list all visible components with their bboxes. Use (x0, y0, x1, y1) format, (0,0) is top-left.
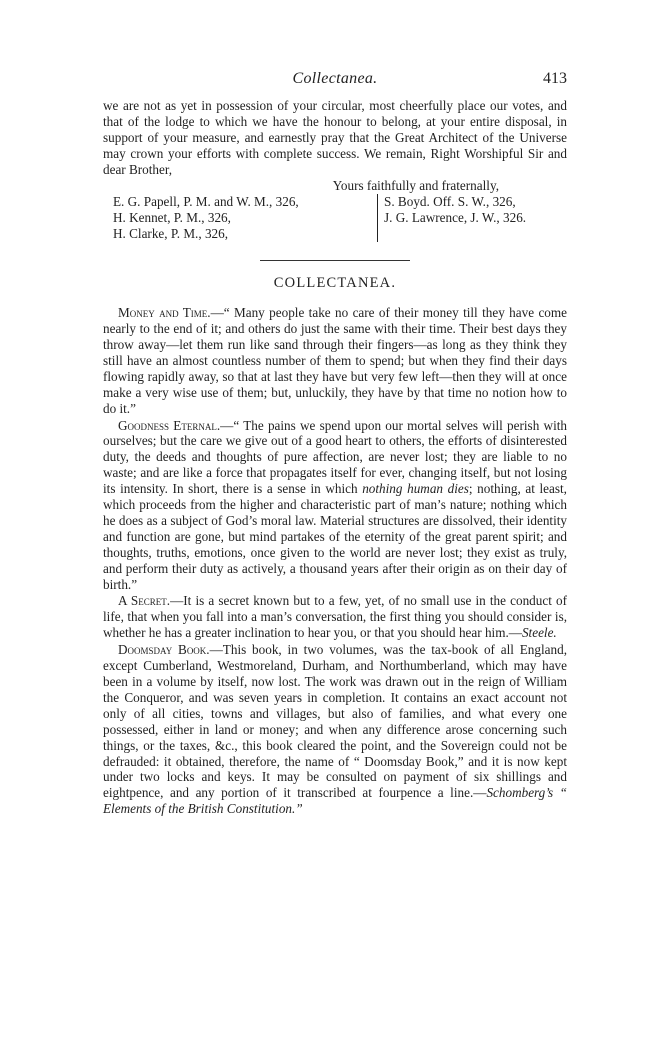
page-number: 413 (543, 70, 567, 87)
running-header (103, 70, 567, 98)
section-title: COLLECTANEA. (273, 275, 397, 292)
section-divider (260, 260, 410, 261)
article-heading: Goodness Eternal. (118, 417, 221, 433)
article-goodness-eternal (103, 418, 567, 593)
signatory: H. Clarke, P. M., 326, (113, 226, 229, 242)
book-page (103, 70, 567, 817)
signatories-left-column (113, 194, 378, 242)
signatories-block (113, 194, 567, 242)
article-heading: A Secret. (118, 593, 171, 609)
article-heading: Money and Time. (118, 305, 211, 321)
signatory: J. G. Lawrence, J. W., 326. (384, 210, 527, 226)
article-money-and-time (103, 305, 567, 416)
signatory: H. Kennet, P. M., 326, (113, 210, 231, 226)
running-title: Collectanea. (292, 70, 378, 87)
letter-closing: Yours faithfully and fraternally, (332, 177, 499, 193)
article-text: —This book, in two volumes, was the tax-book of all England, except Cumberland, Westmoreland, Durham, and Northumberland, which may have been in a volume by itself, now lost. The work was drawn out in the reign of William the Conqueror, and was seven years in completion. It contains an exact account not only of all cities, towns and villages, but also of families, and what every one possessed, either in land or money; and when any difference arose concerning such things, or the taxes, &c., this book cleared the point, and the Sovereign could not be defrauded: it obtained, therefore, the name of “ Doomsday Book,” and it is now kept under two locks and keys. It may be consulted on payment of six shillings and eightpence, and any portion of it transcribed at fourpence a line.— (103, 642, 567, 801)
article-text: ; nothing, at least, which proceeds from the higher and characteristic part of man’s nature; nothing which he does as a subject of God’s moral law. Material structures are dissolved, their identity and function are gone, but mind partakes of the eternity of the great parent spirit; and thoughts, truths, emotions, once given to the world are never lost; they exist as truly, and perform their duty as actively, a thousand years after their origin as on their day of birth.” (103, 481, 567, 592)
article-text: —“ Many people take no care of their money till they have come nearly to the end of it; and others do just the same with their time. Their best days they throw away—let them run like sand through their fingers—as long as they think they still have an almost countless number of them to spend; but when they find their days flowing rapidly away, so that at last they have but very few left—then they will at once make a very wise use of them; but, unluckily, they have by that time no notion how to do it.” (103, 305, 567, 416)
article-text: —“ The pains we spend upon our mortal selves will perish with ourselves; but the care we give out of a good heart to others, the efforts of disinterested duty, the deeds and thoughts of pure affection, are never lost; they are liable to no waste; and are like a force that propagates itself for ever, changing itself, but not losing its intensity. In short, there is a sense in which (103, 417, 567, 497)
signatory: E. G. Papell, P. M. and W. M., 326, (113, 194, 299, 210)
signatory: S. Boyd. Off. S. W., 326, (384, 194, 516, 210)
letter-body: we are not as yet in possession of your circular, most cheerfully place our votes, and that of the lodge to which we have the honour to belong, at your entire disposal, in support of your measure, and earnestly pray that the Great Architect of the Universe may crown your efforts with complete success. We remain, Right Worshipful Sir and dear Brother, (103, 98, 567, 177)
article-source: Schomberg’s “ Elements of the British Constitution.” (103, 785, 567, 817)
article-heading: Doomsday Book. (118, 642, 210, 658)
signatories-right-column (378, 194, 526, 242)
article-doomsday-book (103, 642, 567, 817)
article-a-secret (103, 593, 567, 641)
article-source: Steele. (521, 625, 557, 641)
article-text: —It is a secret known but to a few, yet, of no small use in the conduct of life, that when you fall into a man’s conversation, the first thing you should consider is, whether he has a greater inclination to hear you, or that you should hear him.— (103, 593, 567, 641)
article-emphasis: nothing human dies (362, 481, 469, 497)
